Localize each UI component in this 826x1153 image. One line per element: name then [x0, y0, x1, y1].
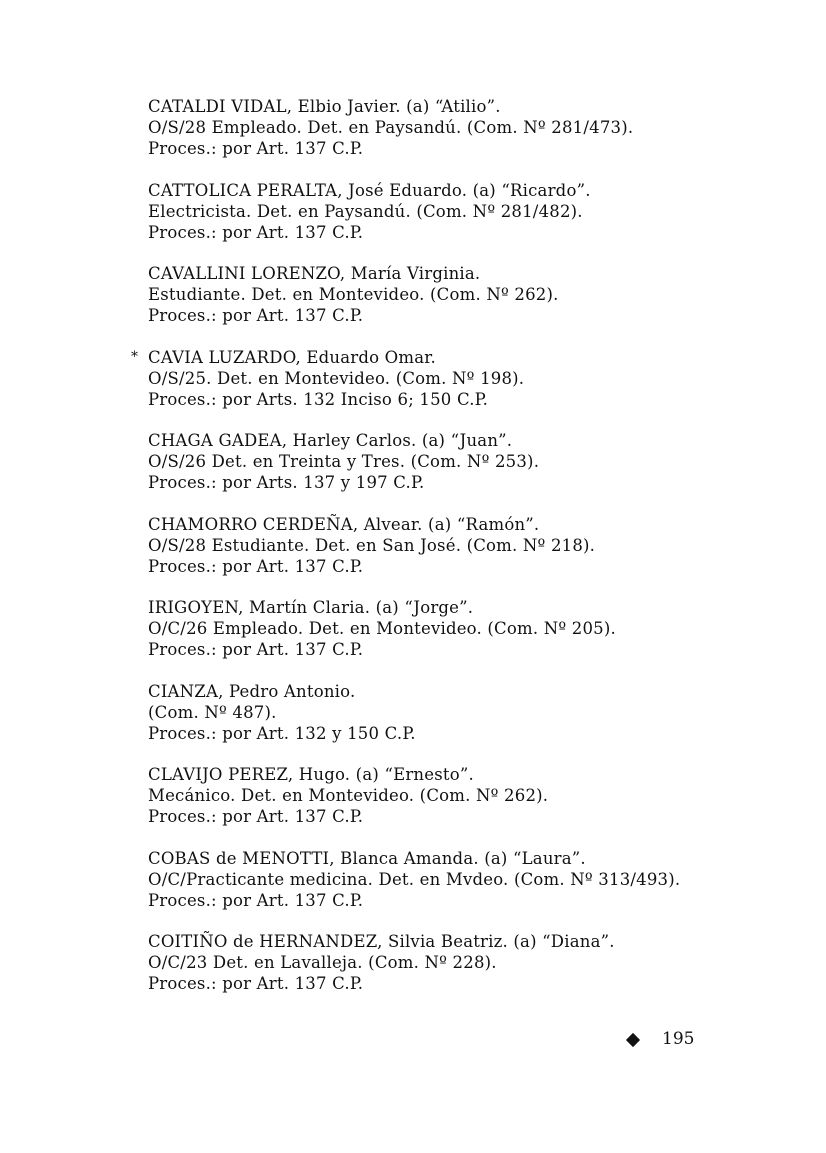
entry — [148, 96, 728, 180]
diamond-bullet-icon — [626, 1033, 640, 1047]
entry-process-line: Proces.: por Art. 137 C.P. — [148, 306, 364, 325]
entry-name-line: CAVALLINI LORENZO, María Virginia. — [148, 264, 481, 283]
entry-name-line: CATTOLICA PERALTA, José Eduardo. (a) “Ricardo”. — [148, 180, 591, 200]
page-number: 195 — [662, 1029, 695, 1049]
entry-detail-line: O/S/28 Estudiante. Det. en San José. (Com. Nº 218). — [148, 535, 596, 555]
entry-process-line: Proces.: por Art. 137 C.P. — [148, 640, 364, 659]
entry-process-line: Proces.: por Art. 137 C.P. — [148, 139, 364, 158]
entry-name-line: IRIGOYEN, Martín Claria. (a) “Jorge”. — [148, 598, 474, 617]
asterisk-marker: * — [131, 348, 138, 365]
entry — [148, 681, 728, 765]
entry-name-line: CLAVIJO PEREZ, Hugo. (a) “Ernesto”. — [148, 765, 474, 784]
entry-detail-line: O/C/26 Empleado. Det. en Montevideo. (Com. Nº 205). — [148, 619, 616, 638]
entry-list — [131, 96, 728, 1015]
entry — [148, 764, 728, 848]
entry-name-line: CATALDI VIDAL, Elbio Javier. (a) “Atilio”. — [148, 97, 501, 116]
entry-process-line: Proces.: por Art. 137 C.P. — [148, 974, 364, 993]
entry-detail-line: O/C/Practicante medicina. Det. en Mvdeo. (Com. Nº 313/493). — [148, 869, 681, 889]
entry-process-line: Proces.: por Arts. 137 y 197 C.P. — [148, 473, 425, 492]
entry — [148, 848, 728, 932]
entry-process-line: Proces.: por Art. 137 C.P. — [148, 556, 364, 576]
page-footer — [628, 1027, 728, 1051]
entry — [148, 180, 728, 264]
entry-name-line: CHAMORRO CERDEÑA, Alvear. (a) “Ramón”. — [148, 514, 540, 534]
entry-process-line: Proces.: por Art. 137 C.P. — [148, 807, 364, 826]
entry-process-line: Proces.: por Art. 137 C.P. — [148, 890, 364, 910]
entry-detail-line: O/S/26 Det. en Treinta y Tres. (Com. Nº 253). — [148, 452, 540, 471]
entry-name-line: CAVIA LUZARDO, Eduardo Omar. — [148, 347, 436, 367]
entry-process-line: Proces.: por Arts. 132 Inciso 6; 150 C.P. — [148, 389, 489, 409]
entry — [131, 347, 728, 431]
entry — [148, 514, 728, 598]
entry — [148, 597, 728, 681]
entry-detail-line: (Com. Nº 487). — [148, 702, 277, 722]
entry — [148, 931, 728, 1015]
entry-name-line: COITIÑO de HERNANDEZ, Silvia Beatriz. (a) “Diana”. — [148, 932, 615, 951]
entry-detail-line: Mecánico. Det. en Montevideo. (Com. Nº 262). — [148, 786, 549, 805]
entry-detail-line: O/S/28 Empleado. Det. en Paysandú. (Com. Nº 281/473). — [148, 118, 634, 137]
entry-detail-line: Electricista. Det. en Paysandú. (Com. Nº 281/482). — [148, 201, 583, 221]
entry-name-line: CIANZA, Pedro Antonio. — [148, 681, 356, 701]
entry — [148, 430, 728, 514]
entry — [148, 263, 728, 347]
entry-name-line: CHAGA GADEA, Harley Carlos. (a) “Juan”. — [148, 431, 513, 450]
entry-process-line: Proces.: por Art. 132 y 150 C.P. — [148, 723, 416, 743]
entry-detail-line: Estudiante. Det. en Montevideo. (Com. Nº 262). — [148, 285, 559, 304]
entry-process-line: Proces.: por Art. 137 C.P. — [148, 222, 364, 242]
entry-detail-line: O/C/23 Det. en Lavalleja. (Com. Nº 228). — [148, 953, 497, 972]
entry-name-line: COBAS de MENOTTI, Blanca Amanda. (a) “Laura”. — [148, 848, 586, 868]
entry-detail-line: O/S/25. Det. en Montevideo. (Com. Nº 198). — [148, 368, 525, 388]
